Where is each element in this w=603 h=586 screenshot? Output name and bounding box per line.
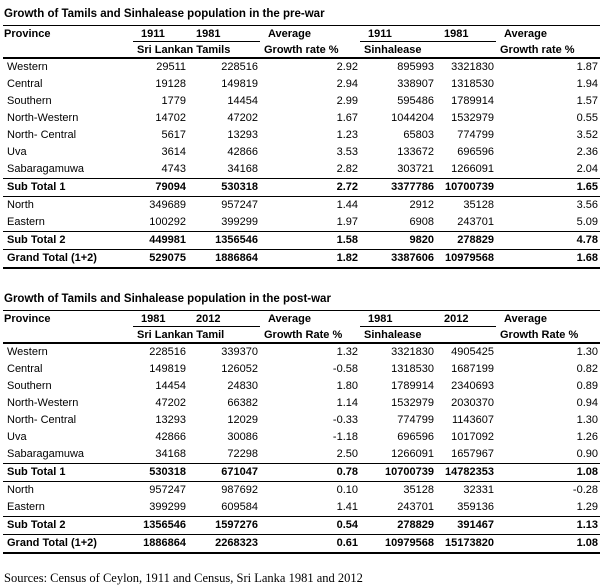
column-header-tamil-year1: 1911 xyxy=(133,26,188,42)
value-cell: 3.56 xyxy=(576,199,598,211)
table-row xyxy=(3,499,600,517)
province-cell: Western xyxy=(7,61,48,73)
column-header-tamil-year1: 1981 xyxy=(133,311,188,327)
table-row xyxy=(3,197,600,215)
value-cell: 1266091 xyxy=(391,448,434,460)
value-cell: 1.26 xyxy=(576,431,598,443)
column-header-sinhalease-year1: 1981 xyxy=(360,311,436,327)
table-row xyxy=(3,58,600,76)
province-cell: North xyxy=(7,484,34,496)
province-cell: Sub Total 1 xyxy=(3,464,133,482)
value-cell: 1.29 xyxy=(576,501,598,513)
value-cell: 10700739 xyxy=(436,179,496,197)
value-cell: 1.32 xyxy=(336,346,358,358)
value-cell: 243701 xyxy=(457,216,494,228)
value-cell: 3321830 xyxy=(391,346,434,358)
column-header-tamil-year2: 1981 xyxy=(188,26,260,42)
value-cell: 14454 xyxy=(227,95,258,107)
value-cell: 0.89 xyxy=(576,380,598,392)
value-cell: 774799 xyxy=(457,129,494,141)
value-cell: 1.94 xyxy=(576,78,598,90)
value-cell: 2268323 xyxy=(188,535,260,554)
value-cell: 671047 xyxy=(188,464,260,482)
value-cell: 14454 xyxy=(155,380,186,392)
value-cell: 1318530 xyxy=(391,363,434,375)
value-cell: 0.78 xyxy=(260,464,360,482)
table-row xyxy=(3,161,600,179)
value-cell: 1789914 xyxy=(451,95,494,107)
table-row xyxy=(3,214,600,232)
table-row xyxy=(3,378,600,395)
province-cell: Uva xyxy=(7,431,27,443)
value-cell: -1.18 xyxy=(332,431,358,443)
province-cell: Grand Total (1+2) xyxy=(3,250,133,269)
value-cell: 13293 xyxy=(155,414,186,426)
post-war-table-header xyxy=(3,311,600,343)
value-cell: 4743 xyxy=(161,163,186,175)
value-cell: 29511 xyxy=(156,61,186,73)
column-header-sinhalease-year1: 1911 xyxy=(360,26,436,42)
table-row xyxy=(3,232,600,250)
value-cell: 1143607 xyxy=(451,414,494,426)
value-cell: 2.72 xyxy=(260,179,360,197)
value-cell: 133672 xyxy=(397,146,434,158)
value-cell: 14702 xyxy=(155,112,186,124)
value-cell: 1.08 xyxy=(496,535,600,554)
value-cell: 1.97 xyxy=(336,216,358,228)
value-cell: 3614 xyxy=(161,146,186,158)
province-cell: Sub Total 2 xyxy=(3,517,133,535)
column-header-growth-rate-sinhalease: Growth rate % xyxy=(496,42,600,59)
province-cell: North- Central xyxy=(7,129,77,141)
value-cell: 1.44 xyxy=(336,199,358,211)
province-cell: Southern xyxy=(7,95,52,107)
table-row xyxy=(3,110,600,127)
province-cell: Sub Total 2 xyxy=(3,232,133,250)
province-cell: Central xyxy=(7,78,43,90)
column-header-tamil-group: Sri Lankan Tamil xyxy=(133,327,260,344)
table-row xyxy=(3,361,600,378)
value-cell: 1318530 xyxy=(451,78,494,90)
table-row xyxy=(3,250,600,269)
value-cell: 19128 xyxy=(155,78,186,90)
value-cell: 1017092 xyxy=(451,431,494,443)
value-cell: 1.30 xyxy=(576,414,598,426)
table-row xyxy=(3,482,600,500)
table-row xyxy=(3,395,600,412)
value-cell: 595486 xyxy=(397,95,434,107)
value-cell: 12029 xyxy=(227,414,258,426)
value-cell: 0.54 xyxy=(260,517,360,535)
value-cell: 1.57 xyxy=(576,95,598,107)
value-cell: 228516 xyxy=(221,61,258,73)
post-war-table-body xyxy=(3,343,600,553)
value-cell: 2340693 xyxy=(451,380,494,392)
value-cell: 339370 xyxy=(221,346,258,358)
value-cell: 530318 xyxy=(133,464,188,482)
value-cell: 609584 xyxy=(221,501,258,513)
value-cell: 2.99 xyxy=(336,95,358,107)
value-cell: 696596 xyxy=(457,146,494,158)
value-cell: 2.50 xyxy=(336,448,358,460)
value-cell: 1886864 xyxy=(188,250,260,269)
table-row xyxy=(3,93,600,110)
value-cell: 0.55 xyxy=(576,112,598,124)
province-cell: North-Western xyxy=(7,112,79,124)
value-cell: 34168 xyxy=(155,448,186,460)
column-header-sinhalease-group: Sinhalease xyxy=(360,327,496,344)
value-cell: 0.90 xyxy=(576,448,598,460)
sources-note: Sources: Census of Ceylon, 1911 and Census, Sri Lanka 1981 and 2012 xyxy=(4,571,363,585)
column-header-tamil-year2: 2012 xyxy=(188,311,260,327)
value-cell: 1.13 xyxy=(496,517,600,535)
value-cell: 10979568 xyxy=(436,250,496,269)
value-cell: 0.10 xyxy=(336,484,358,496)
value-cell: 2.04 xyxy=(576,163,598,175)
value-cell: 957247 xyxy=(221,199,258,211)
value-cell: 126052 xyxy=(221,363,258,375)
value-cell: 1.08 xyxy=(496,464,600,482)
value-cell: 0.61 xyxy=(260,535,360,554)
value-cell: 530318 xyxy=(188,179,260,197)
value-cell: 957247 xyxy=(149,484,186,496)
value-cell: 2.82 xyxy=(336,163,358,175)
value-cell: 349689 xyxy=(149,199,186,211)
value-cell: 359136 xyxy=(457,501,494,513)
table-row xyxy=(3,535,600,554)
value-cell: 303721 xyxy=(397,163,434,175)
value-cell: 243701 xyxy=(397,501,434,513)
column-header-sinhalease-year2: 2012 xyxy=(436,311,496,327)
value-cell: 5617 xyxy=(161,129,186,141)
value-cell: 3321830 xyxy=(451,61,494,73)
value-cell: 1779 xyxy=(161,95,186,107)
value-cell: 4905425 xyxy=(451,346,494,358)
value-cell: 1532979 xyxy=(451,112,494,124)
value-cell: 3387606 xyxy=(360,250,436,269)
value-cell: 1.65 xyxy=(496,179,600,197)
table-row xyxy=(3,429,600,446)
province-cell: Sabaragamuwa xyxy=(7,163,85,175)
value-cell: 9820 xyxy=(360,232,436,250)
pre-war-table-title: Growth of Tamils and Sinhalease population in the pre-war xyxy=(3,5,600,26)
value-cell: 2912 xyxy=(409,199,434,211)
value-cell: 1597276 xyxy=(188,517,260,535)
value-cell: 42866 xyxy=(227,146,258,158)
value-cell: 5.09 xyxy=(576,216,598,228)
value-cell: 47202 xyxy=(155,397,186,409)
column-header-average-sinhalease: Average xyxy=(504,28,548,40)
value-cell: 32331 xyxy=(463,484,494,496)
province-cell: Central xyxy=(7,363,43,375)
value-cell: 399299 xyxy=(149,501,186,513)
value-cell: 529075 xyxy=(133,250,188,269)
value-cell: 14782353 xyxy=(436,464,496,482)
value-cell: 72298 xyxy=(227,448,258,460)
value-cell: -0.58 xyxy=(332,363,358,375)
value-cell: 1657967 xyxy=(451,448,494,460)
value-cell: 278829 xyxy=(436,232,496,250)
column-header-average-tamil: Average xyxy=(268,28,312,40)
value-cell: 391467 xyxy=(436,517,496,535)
value-cell: 3.53 xyxy=(336,146,358,158)
value-cell: 24830 xyxy=(227,380,258,392)
pre-war-table-header xyxy=(3,26,600,58)
column-header-average-sinhalease: Average xyxy=(504,313,548,325)
column-header-growth-rate-tamil: Growth rate % xyxy=(260,42,360,59)
province-cell: Western xyxy=(7,346,48,358)
value-cell: 1356546 xyxy=(188,232,260,250)
table-row xyxy=(3,464,600,482)
value-cell: 1356546 xyxy=(133,517,188,535)
value-cell: 1.30 xyxy=(576,346,598,358)
value-cell: 3377786 xyxy=(360,179,436,197)
value-cell: 1.41 xyxy=(336,501,358,513)
value-cell: 987692 xyxy=(221,484,258,496)
column-header-tamil-group: Sri Lankan Tamils xyxy=(133,42,260,59)
province-cell: North xyxy=(7,199,34,211)
value-cell: 66382 xyxy=(227,397,258,409)
table-row xyxy=(3,179,600,197)
value-cell: 1.80 xyxy=(336,380,358,392)
table-row xyxy=(3,412,600,429)
value-cell: 10979568 xyxy=(360,535,436,554)
column-header-province: Province xyxy=(3,26,133,58)
value-cell: 10700739 xyxy=(360,464,436,482)
value-cell: 149819 xyxy=(221,78,258,90)
province-cell: North-Western xyxy=(7,397,79,409)
value-cell: 228516 xyxy=(149,346,186,358)
value-cell: 2.94 xyxy=(336,78,358,90)
value-cell: 895993 xyxy=(397,61,434,73)
value-cell: -0.28 xyxy=(572,484,598,496)
value-cell: 6908 xyxy=(409,216,434,228)
value-cell: 1789914 xyxy=(391,380,434,392)
value-cell: 15173820 xyxy=(436,535,496,554)
table-row xyxy=(3,517,600,535)
pre-war-section xyxy=(3,5,600,269)
value-cell: 774799 xyxy=(397,414,434,426)
post-war-table xyxy=(3,311,600,554)
table-row xyxy=(3,144,600,161)
value-cell: 1.82 xyxy=(260,250,360,269)
table-row xyxy=(3,343,600,361)
value-cell: 278829 xyxy=(360,517,436,535)
table-row xyxy=(3,127,600,144)
value-cell: 3.52 xyxy=(576,129,598,141)
column-header-average-tamil: Average xyxy=(268,313,312,325)
value-cell: 4.78 xyxy=(496,232,600,250)
table-row xyxy=(3,446,600,464)
pre-war-table xyxy=(3,26,600,269)
province-cell: Uva xyxy=(7,146,27,158)
value-cell: 35128 xyxy=(403,484,434,496)
value-cell: 30086 xyxy=(227,431,258,443)
value-cell: 1.14 xyxy=(336,397,358,409)
value-cell: 1532979 xyxy=(391,397,434,409)
province-cell: North- Central xyxy=(7,414,77,426)
value-cell: 338907 xyxy=(397,78,434,90)
value-cell: 47202 xyxy=(227,112,258,124)
pre-war-table-body xyxy=(3,58,600,268)
value-cell: 1266091 xyxy=(451,163,494,175)
value-cell: 34168 xyxy=(227,163,258,175)
column-header-sinhalease-year2: 1981 xyxy=(436,26,496,42)
value-cell: -0.33 xyxy=(332,414,358,426)
value-cell: 1.23 xyxy=(336,129,358,141)
value-cell: 1.67 xyxy=(336,112,358,124)
value-cell: 1886864 xyxy=(133,535,188,554)
value-cell: 1.87 xyxy=(576,61,598,73)
province-cell: Southern xyxy=(7,380,52,392)
value-cell: 1.68 xyxy=(496,250,600,269)
value-cell: 2.36 xyxy=(576,146,598,158)
value-cell: 65803 xyxy=(403,129,434,141)
value-cell: 1.58 xyxy=(260,232,360,250)
value-cell: 399299 xyxy=(221,216,258,228)
province-cell: Sabaragamuwa xyxy=(7,448,85,460)
province-cell: Sub Total 1 xyxy=(3,179,133,197)
column-header-sinhalease-group: Sinhalease xyxy=(360,42,496,59)
value-cell: 449981 xyxy=(133,232,188,250)
province-cell: Eastern xyxy=(7,216,45,228)
column-header-growth-rate-sinhalease: Growth Rate % xyxy=(496,327,600,344)
column-header-province: Province xyxy=(3,311,133,343)
value-cell: 100292 xyxy=(149,216,186,228)
value-cell: 1687199 xyxy=(451,363,494,375)
province-cell: Grand Total (1+2) xyxy=(3,535,133,554)
value-cell: 35128 xyxy=(463,199,494,211)
value-cell: 696596 xyxy=(397,431,434,443)
province-cell: Eastern xyxy=(7,501,45,513)
value-cell: 13293 xyxy=(227,129,258,141)
value-cell: 42866 xyxy=(155,431,186,443)
value-cell: 1044204 xyxy=(391,112,434,124)
column-header-growth-rate-tamil: Growth Rate % xyxy=(260,327,360,344)
post-war-section xyxy=(3,290,600,554)
table-row xyxy=(3,76,600,93)
post-war-table-title: Growth of Tamils and Sinhalease population in the post-war xyxy=(3,290,600,311)
value-cell: 79094 xyxy=(133,179,188,197)
value-cell: 2030370 xyxy=(451,397,494,409)
value-cell: 149819 xyxy=(149,363,186,375)
value-cell: 0.82 xyxy=(576,363,598,375)
value-cell: 2.92 xyxy=(336,61,358,73)
value-cell: 0.94 xyxy=(576,397,598,409)
